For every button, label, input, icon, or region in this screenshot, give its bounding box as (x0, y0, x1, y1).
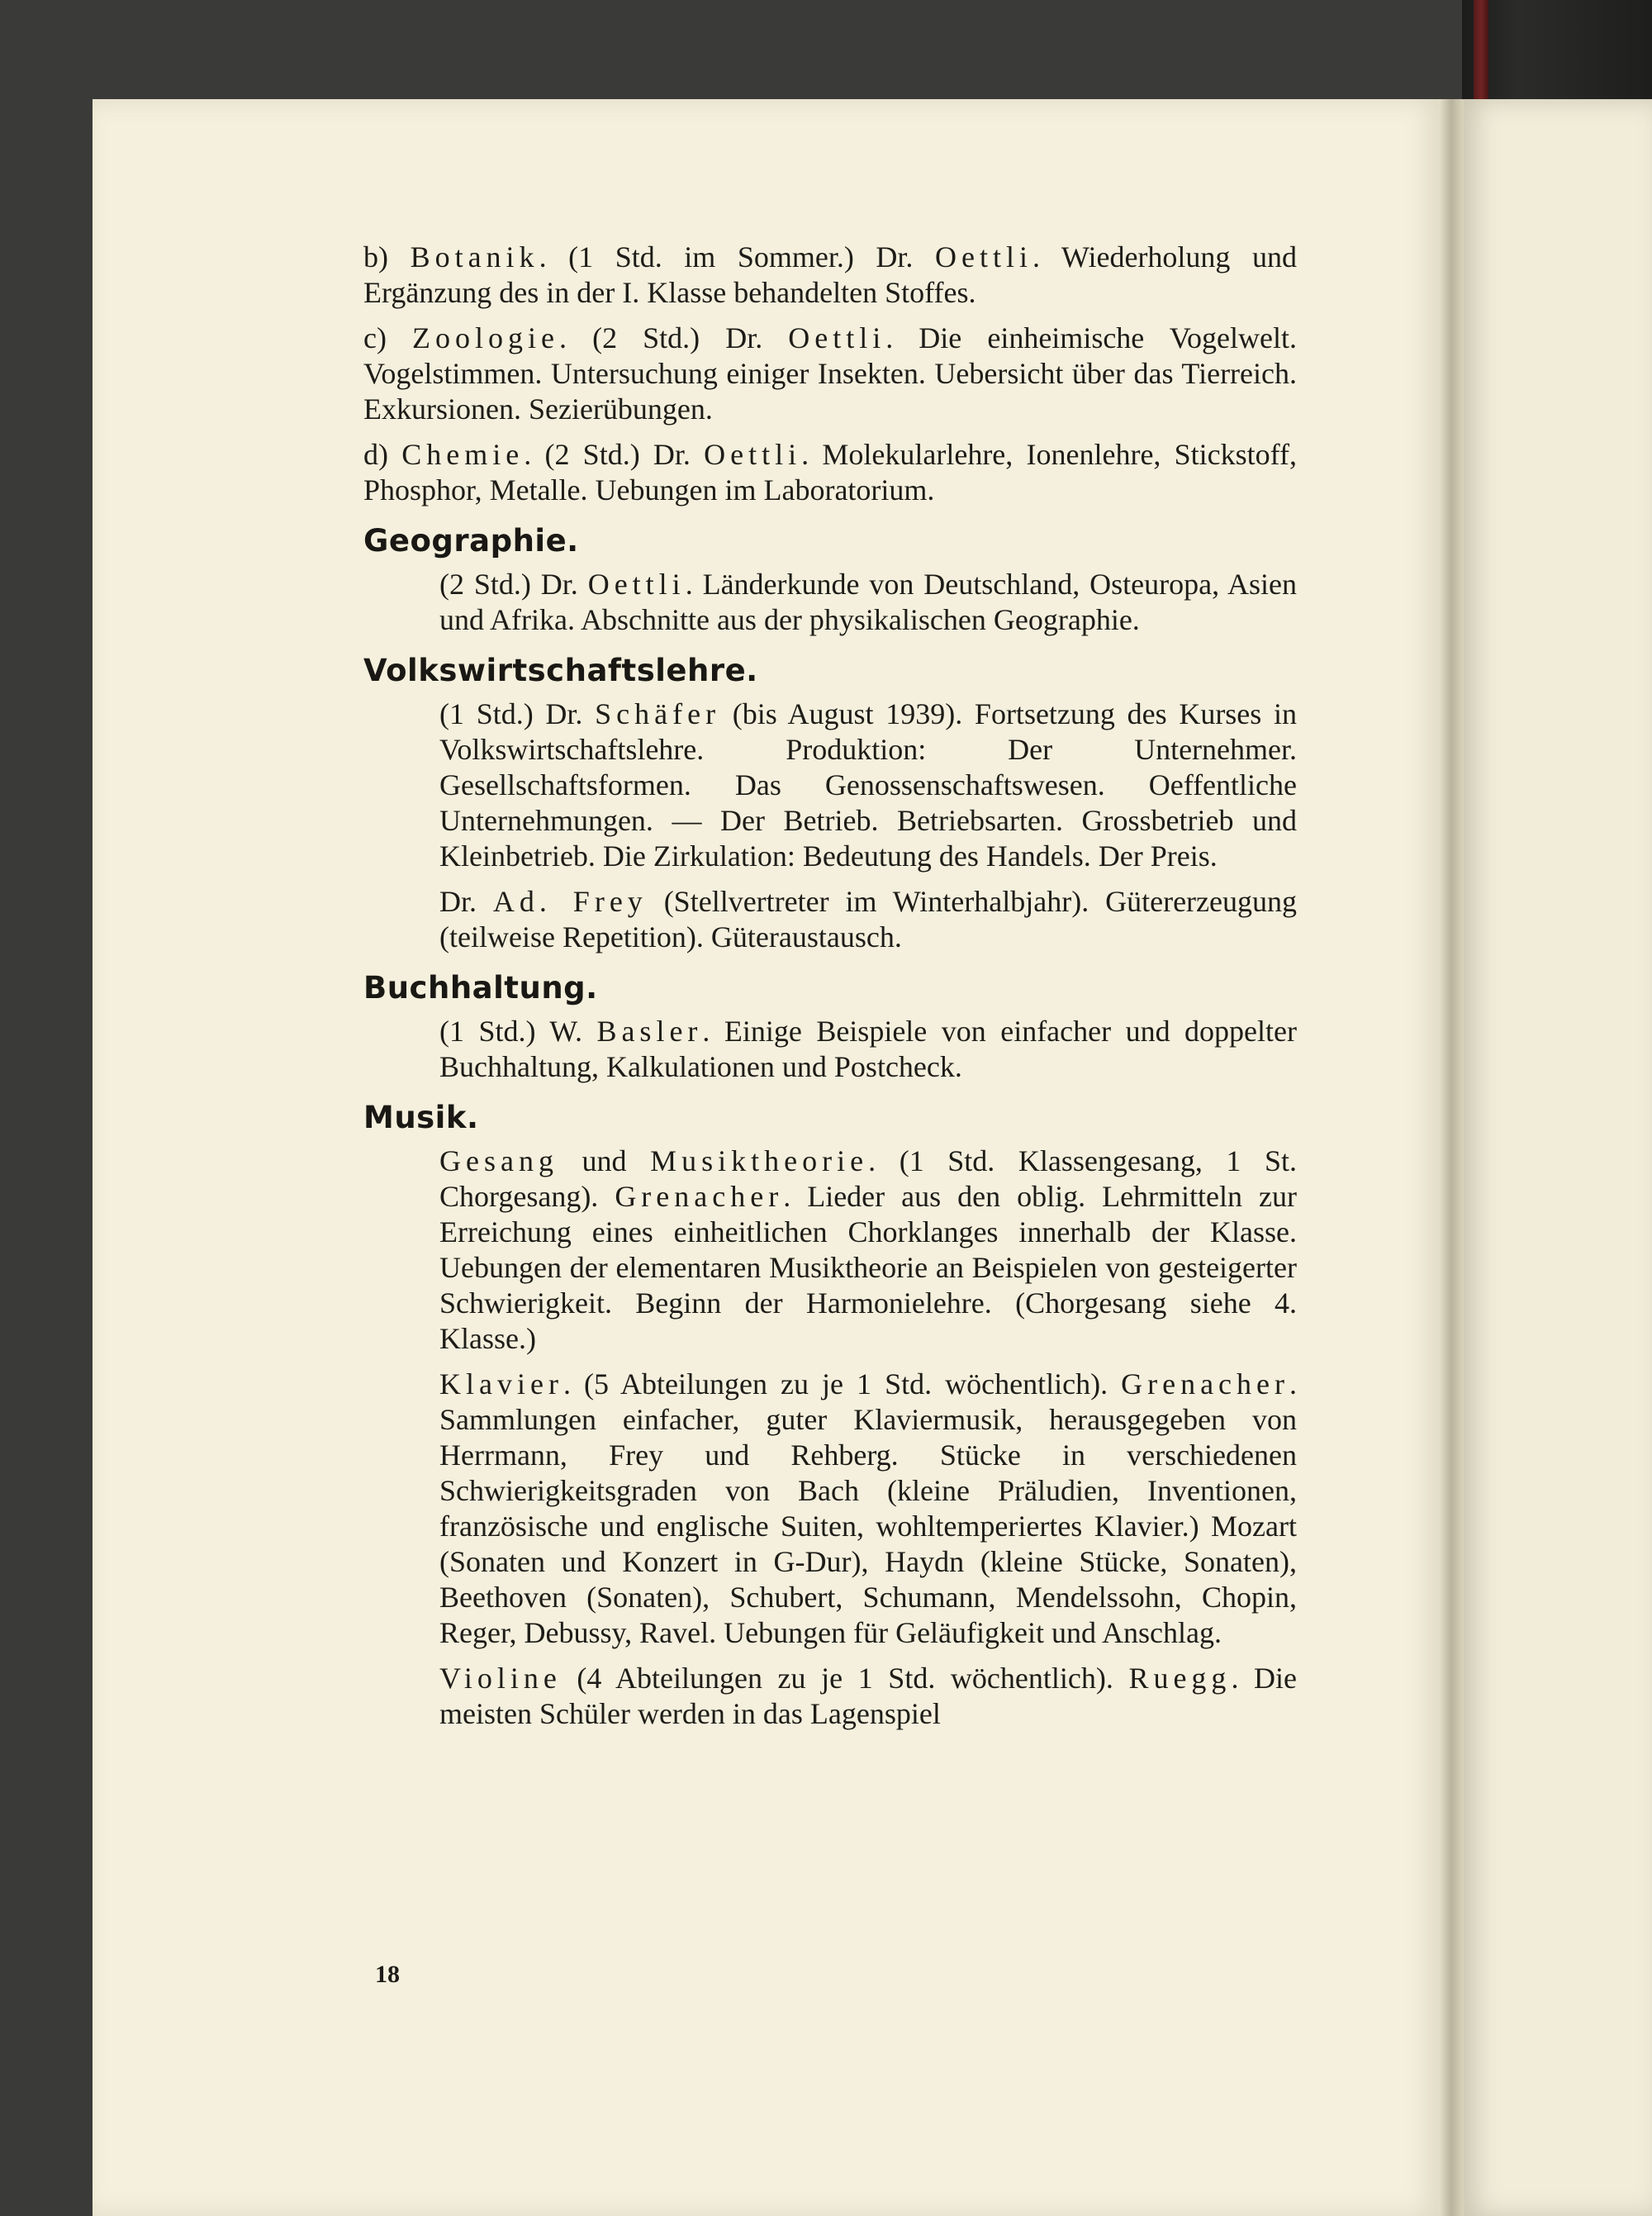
spaced-name: Ad. Frey (492, 885, 648, 918)
spaced-name: Klavier (439, 1367, 563, 1400)
section (363, 653, 1297, 955)
text-run: Dr. (439, 885, 493, 918)
spaced-name: Botanik (410, 240, 539, 273)
paragraph (363, 321, 1297, 427)
text-run: . Die meisten Schüler werden in das Lagenspiel (439, 1662, 1298, 1730)
text-run: . Die einheimische Vogelwelt. Vogelstimmen. Untersuchung einiger Insekten. Uebersicht über das Tierreich. Exkursionen. Sezierübungen. (363, 321, 1298, 426)
text-run: . (2 Std.) Dr. (559, 321, 789, 354)
paragraph (439, 1014, 1297, 1085)
text-run: . Molekularlehre, Ionenlehre, Stickstoff, Phosphor, Metalle. Uebungen im Laboratorium. (363, 438, 1297, 506)
spaced-name: Zoologie (412, 321, 560, 354)
text-run: (4 Abteilungen zu je 1 Std. wöchentlich). (561, 1662, 1129, 1695)
spaced-name: Violine (439, 1662, 562, 1695)
text-run: . Länderkunde von Deutschland, Osteuropa, Asien und Afrika. Abschnitte aus der physikalischen Geographie. (439, 568, 1297, 636)
paragraph (439, 1367, 1297, 1651)
text-run: d) (363, 438, 402, 471)
text-run: . (1 Std. im Sommer.) Dr. (539, 240, 936, 273)
text-run: (bis August 1939). Fortsetzung des Kurses in Volkswirtschaftslehre. Produktion: Der Unternehmer. Gesellschaftsformen. Das Genossenschaftswesen. Oeffentliche Unternehmungen. — Der Betrieb. Betriebsarten. Grossbetrieb und Kleinbetrieb. Die Zirkulation: Bedeutung des Handels. Der Preis. (439, 697, 1298, 873)
paragraph (439, 567, 1297, 638)
spaced-name: Basler (596, 1015, 703, 1048)
section-heading: Geographie. (363, 523, 579, 559)
text-run: . Sammlungen einfacher, guter Klaviermusik, herausgegeben von Herrmann, Frey und Rehberg. Stücke in verschiedenen Schwierigkeitsgraden von Bach (kleine Präludien, Inventionen, französische und englische Suiten, wohltemperiertes Klavier.) Mozart (Sonaten und Konzert in G-Dur), Haydn (kleine Stücke, Sonaten), Beethoven (Sonaten), Schubert, Schumann, Mendelssohn, Chopin, Reger, Debussy, Ravel. Uebungen für Geläufigkeit und Anschlag. (439, 1367, 1297, 1649)
section-heading: Volkswirtschaftslehre. (363, 653, 758, 688)
paragraph (439, 1144, 1297, 1357)
text-run: . (2 Std.) Dr. (524, 438, 705, 471)
paragraph (439, 1661, 1297, 1732)
text-run: . (5 Abteilungen zu je 1 Std. wöchentlich). (563, 1367, 1122, 1400)
text-run: . Wiederholung und Ergänzung des in der I. Klasse behandelten Stoffes. (363, 240, 1297, 309)
spaced-name: Schäfer (595, 697, 721, 730)
page-gutter (1439, 99, 1464, 2216)
spaced-name: Oettli (704, 438, 802, 471)
text-run: b) (363, 240, 411, 273)
section (363, 970, 1297, 1085)
text-run: (1 Std.) Dr. (439, 697, 596, 730)
text-run: (1 Std.) W. (439, 1015, 597, 1048)
page-content (363, 240, 1297, 1742)
paragraph (439, 884, 1297, 955)
text-run: . Einige Beispiele von einfacher und doppelter Buchhaltung, Kalkulationen und Postcheck. (439, 1015, 1297, 1083)
section (363, 1100, 1297, 1732)
spaced-name: Grenacher (615, 1180, 784, 1213)
spaced-name: Oettli (587, 568, 686, 601)
text-run: . Lieder aus den oblig. Lehrmitteln zur Erreichung eines einheitlichen Chorklanges innerhalb der Klasse. Uebungen der elementaren Musiktheorie an Beispielen von gesteigerter Schwierigkeit. Beginn der Harmonielehre. (Chorgesang siehe 4. Klasse.) (439, 1180, 1297, 1355)
paragraph (363, 240, 1297, 311)
spaced-name: Oettli (788, 321, 886, 354)
section-heading: Buchhaltung. (363, 970, 598, 1006)
paragraph (439, 697, 1297, 874)
text-run: (Stellvertreter im Winterhalbjahr). Gütererzeugung (teilweise Repetition). Güteraustausch. (439, 885, 1297, 953)
spaced-name: Musiktheorie (650, 1144, 869, 1177)
spaced-name: Oettli (935, 240, 1032, 273)
text-run: . (1 Std. Klassengesang, 1 St. Chorgesang). (439, 1144, 1298, 1213)
facing-page (1464, 99, 1652, 2216)
spaced-name: Chemie (401, 438, 525, 471)
section-heading: Musik. (363, 1100, 479, 1135)
spaced-name: Ruegg (1128, 1662, 1232, 1695)
section (363, 240, 1297, 508)
text-run: und (558, 1144, 651, 1177)
paragraph (363, 437, 1297, 508)
spaced-name: Gesang (439, 1144, 558, 1177)
section (363, 523, 1297, 638)
text-run: c) (363, 321, 413, 354)
spaced-name: Grenacher (1121, 1367, 1289, 1400)
page-number: 18 (375, 1961, 400, 1988)
text-run: (2 Std.) Dr. (439, 568, 588, 601)
